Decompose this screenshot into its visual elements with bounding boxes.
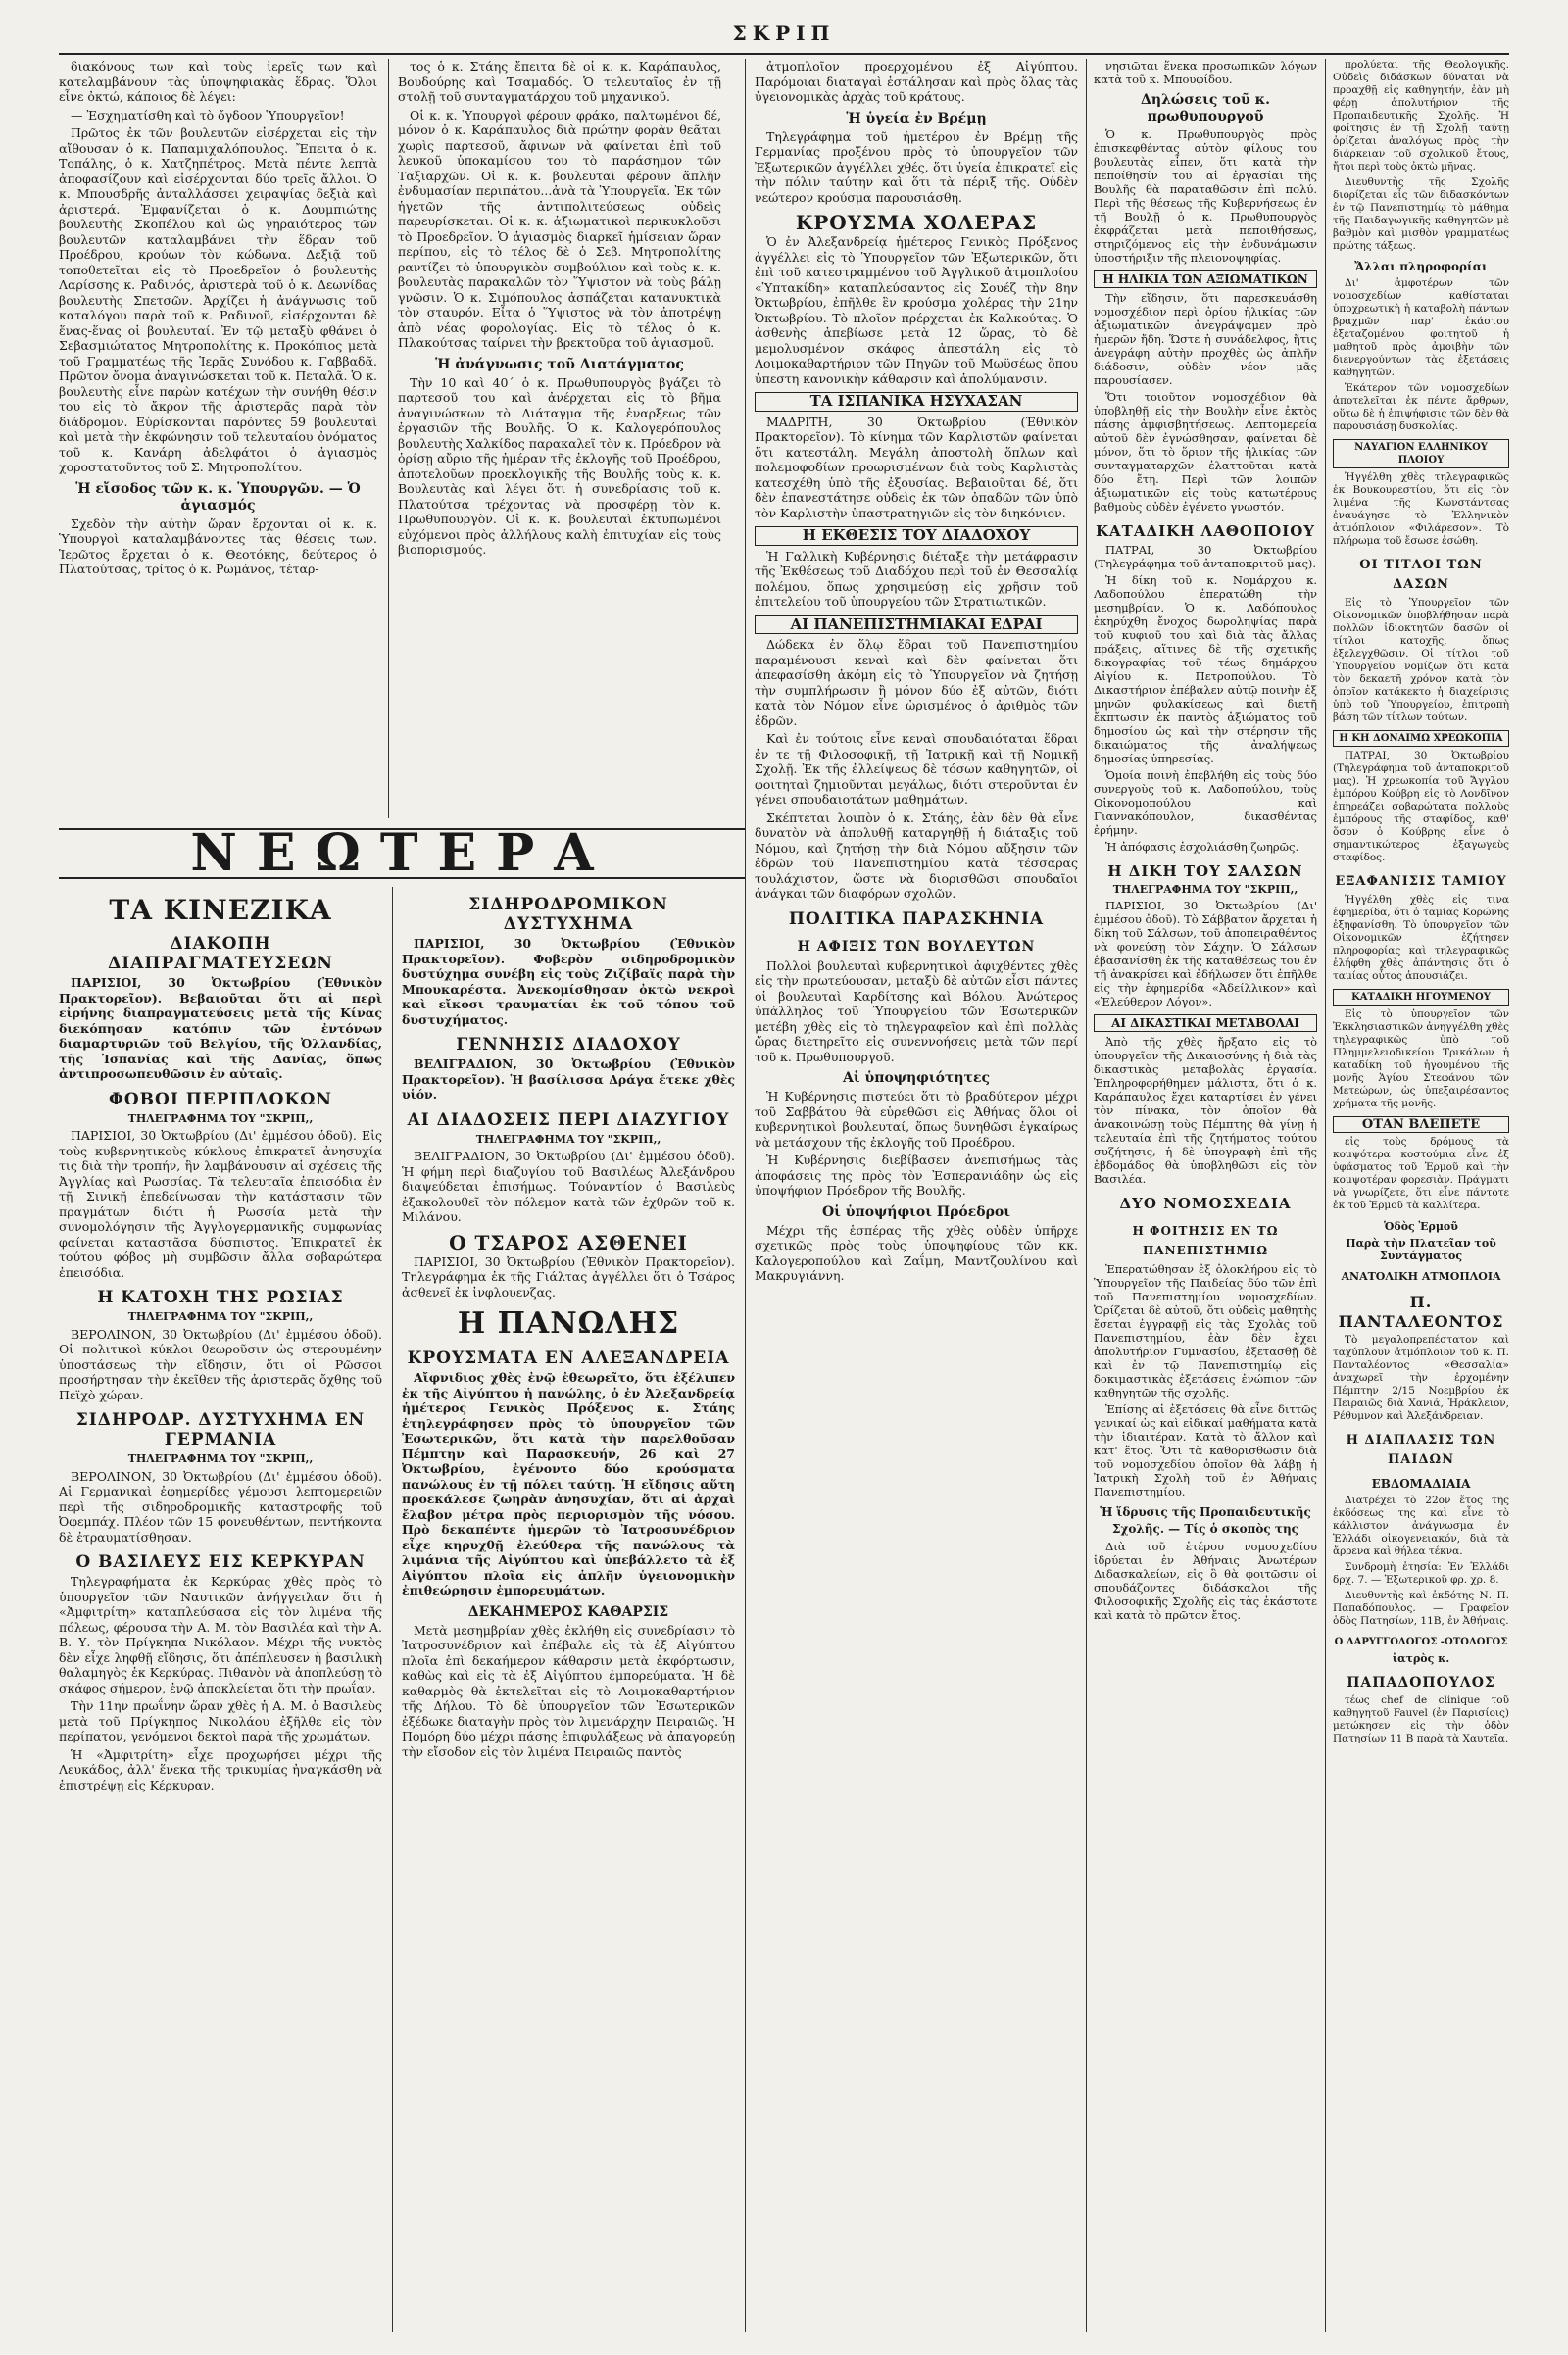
boxed-headline: ΤΑ ΙΣΠΑΝΙΚΑ ΗΣΥΧΑΣΑΝ [755,392,1078,412]
boxed-headline: Η ΚΗ ΔΟΝΑΙΜΩ ΧΡΕΩΚΟΠΙΑ [1333,730,1509,747]
paragraph: τος ὁ κ. Στάης ἔπειτα δὲ οἱ κ. κ. Καράπαυλος, Βουδούρης καὶ Τσαμαδός. Ὁ τελευταῖος ἐν τῇ στολῇ τοῦ συνταγματάρχου τοῦ μηχανικοῦ. [398,59,721,104]
headline: Η ΑΦΙΞΙΣ ΤΩΝ ΒΟΥΛΕΥΤΩΝ [797,938,1036,955]
paragraph: Καὶ ἐν τούτοις εἶνε κεναὶ σπουδαιόταται ἕδραι ἐν τε τῇ Φιλοσοφικῇ, τῇ Ἰατρικῇ καὶ τῇ Νομικῇ Σχολῇ. Ἐκ τῆς ἐλλείψεως δὲ τόσων καθηγητῶν, οἱ φοιτηταὶ ζημιοῦνται μεγάλως, διότι στεροῦνται ἐν γένει σπουδαιοτάτων μαθημάτων. [755,731,1078,807]
paragraph: Διευθυντὴς καὶ ἐκδότης Ν. Π. Παπαδόπουλος. — Γραφεῖον ὁδὸς Πατησίων, 11Β, ἐν Ἀθήναις. [1333,1590,1509,1627]
paragraph: Δι' ἀμφοτέρων τῶν νομοσχεδίων καθίσταται ὑποχρεωτικὴ ἡ καταβολὴ πάντων βραχμῶν παρ' ἑκάστου ἐξεταζομένου φοιτητοῦ ἡ μαθητοῦ πρὸς ἀμοιβὴν τῶν διενεργούντων τὰς ἐξετάσεις καθηγητῶν. [1333,277,1509,378]
boxed-headline: ΑΙ ΔΙΚΑΣΤΙΚΑΙ ΜΕΤΑΒΟΛΑΙ [1094,1014,1317,1032]
news-banner: ΝΕΩΤΕΡΑ [59,828,745,879]
paragraph: Ἐπίσης αἱ ἐξετάσεις θὰ εἶνε διττῶς γενικαί ὡς καὶ εἰδικαί μαθήματα κατὰ τὴν ἰδιαιτέραν. Κατὰ τὸ ἄλλον καὶ κατ' ἔτος. Ὅτι τὰ καθορισθῶσιν διὰ τοῦ νομοσχεδίου ὁποῖον θὰ λάβῃ ἡ Ἰατρικὴ Σχολὴ τοῦ ἐν Ἀθήναις Πανεπιστημίου. [1094,1402,1317,1498]
column-lower-middle [402,887,735,2332]
paragraph: Διευθυντὴς τῆς Σχολῆς διορίζεται εἷς τῶν διδασκόντων ἐν τῷ Πανεπιστημίῳ τὸ μάθημα τῆς Παιδαγωγικῆς καθηγητῶν μὲ βαθμὸν καὶ μισθὸν γραμματέως πρώτης τάξεως. [1333,176,1509,252]
masthead-title: ΣΚΡΙΠ [732,22,836,45]
paragraph: Ὁμοία ποινὴ ἐπεβλήθη εἰς τοὺς δύο συνεργοὺς τοῦ κ. Λαδοπούλου, τοὺς Οἰκονομοπούλου καὶ Γιαννακόπουλον, δικασθέντας ἐρήμην. [1094,768,1317,837]
ad-headline: Ο ΛΑΡΥΓΓΟΛΟΓΟΣ -ΩΤΟΛΟΓΟΣ [1334,1637,1508,1647]
headline: Η ΦΟΙΤΗΣΙΣ ΕΝ ΤΩ ΠΑΝΕΠΙΣΤΗΜΙΩ [1132,1224,1279,1257]
paragraph: ΠΑΡΙΣΙΟΙ, 30 Ὀκτωβρίου (Ἐθνικὸν Πρακτορεῖον). Βεβαιοῦται ὅτι αἱ περὶ εἰρήνης διαπραγματεύσεις μετὰ τῆς Κίνας διεκόπησαν κατόπιν τῶν ἐντόνων διαμαρτυριῶν τοῦ Βελγίου, τῆς Ὀλλανδίας, τῆς Ἰσπανίας καὶ τῆς Δανίας, ὅπως ἀντιπροσωπευθῶσιν ἐν αὐταῖς. [59,975,382,1081]
headline: ΓΕΝΝΗΣΙΣ ΔΙΑΔΟΧΟΥ [456,1035,681,1055]
paragraph: εἰς τοὺς δρόμους τὰ κομψότερα κοστούμια εἶνε ἐξ ὑφάσματος τοῦ Ἑρμοῦ καὶ τὴν κομψοτέραν φορεσιὰν. Πράγματι νὰ γνωρίζετε, ὅτι εἶνε πάντοτε ἐκ τοῦ Ἑρμοῦ τὰ καλλίτερα. [1333,1136,1509,1211]
headline: Ο ΤΣΑΡΟΣ ΑΣΘΕΝΕΙ [449,1230,688,1254]
masthead [59,20,1509,55]
section-heading: Ἡ ἀνάγνωσις τοῦ Διατάγματος [435,356,684,372]
headline: ΚΡΟΥΣΜΑΤΑ ΕΝ ΑΛΕΞΑΝΔΡΕΙΑ [407,1349,730,1368]
paragraph: ΒΕΛΙΓΡΑΔΙΟΝ, 30 Ὀκτωβρίου (Ἐθνικὸν Πρακτορεῖον). Ἡ βασίλισσα Δράγα ἔτεκε χθὲς υἱόν. [402,1056,735,1102]
newspaper-page [59,20,1509,2342]
paragraph: Τηλεγραφήματα ἐκ Κερκύρας χθὲς πρὸς τὸ ὑπουργεῖον τῶν Ναυτικῶν ἀνήγγειλαν ὅτι ἡ «Ἀμφιτρίτη» καταπλεύσασα εἰς τὸν λιμένα τῆς πόλεως, φέρουσα τὴν Α. Μ. τὸν Βασιλέα καὶ τὴν Α. Β. Υ. τὸν Πρίγκηπα Νικόλαον. Μέχρι τῆς νυκτὸς δὲν εἶχε ληφθῇ εἴδησις, ὅτι ἀπέπλευσεν ἡ βασιλικὴ θαλαμηγὸς ἐκ Κερκύρας. Πιθανὸν νὰ ἀποπλεύσῃ τὸ σκάφος σήμερον, ἐνῷ ἀποκλείεται ὅτι τὴν πρωΐαν. [59,1574,382,1695]
headline: ΔΕΚΑΗΜΕΡΟΣ ΚΑΘΑΡΣΙΣ [467,1603,669,1620]
byline: ΤΗΛΕΓΡΑΦΗΜΑ ΤΟΥ "ΣΚΡΙΠ,, [1112,883,1298,896]
boxed-headline: ΝΑΥΑΓΙΟΝ ΕΛΛΗΝΙΚΟΥ ΠΛΟΙΟΥ [1333,439,1509,468]
paragraph: Ὁ κ. Πρωθυπουργὸς πρὸς ἐπισκεφθέντας αὐτὸν φίλους του βουλευτὰς εἶπεν, ὅτι κατὰ τὴν πεποίθησίν του αἱ ἐργασίαι τῆς Βουλῆς θὰ παραταθῶσιν ἐπὶ πολύ. Περὶ τῆς θέσεως τῆς Κυβερνήσεως ἐν τῇ Βουλῇ ὁ κ. Πρωθυπουργὸς ἐκφράζεται μετὰ πεποιθήσεως, στηριζόμενος εἰς τὴν ἐνδυνάμωσιν ὑποστήριξιν τῆς πλειονοψηφίας. [1094,127,1317,265]
headline: Η ΚΑΤΟΧΗ ΤΗΣ ΡΩΣΙΑΣ [97,1288,344,1307]
section-heading: Αἱ ὑποψηφιότητες [842,1070,990,1086]
column-2 [398,59,721,813]
paragraph: ΠΑΤΡΑΙ, 30 Ὀκτωβρίου (Τηλεγράφημα τοῦ ἀνταποκριτοῦ μας). Ἡ χρεωκοπία τοῦ Ἄγγλου ἐμπόρου Κούβρη εἰς τὸ Λονδῖνον ἐπηρεάζει σοβαρώτατα πολλοὺς ἐμπόρους τῆς σταφίδος, καθ' ὅσον ὁ Κούβρης εἶνε ὁ σημαντικώτερος ἐξαγωγεὺς σταφίδος. [1333,750,1509,863]
boxed-headline: ΟΤΑΝ ΒΛΕΠΕΤΕ [1333,1116,1509,1133]
column-lower-left [59,887,382,2332]
section-heading: Ἡ ἵδρυσις τῆς Προπαιδευτικῆς Σχολῆς. — Τίς ὁ σκοπὸς της [1100,1505,1311,1536]
paragraph: Οἱ κ. κ. Ὑπουργοὶ φέρουν φράκο, παλτωμένοι δέ, μόνον ὁ κ. Καράπαυλος διὰ πρώτην φορὰν θεᾶται χωρὶς παρτεσοῦ, ἄφινων νὰ φαίνεται ἐπὶ τοῦ λευκοῦ ὑποκαμίσου του τὸ παράσημον τῶν Ταξιαρχῶν. Οἱ κ. κ. βουλευταὶ φέρουν ἄπλῆν ἐνδυμασίαν περιπάτου...ἀνὰ τὰ Ὑπουργεῖα. Ἐκ τῶν ἡγετῶν τῆς ἀντιπολιτεύσεως οὐδεὶς παρευρίσκεται. Οἱ κ. κ. ἀξιωματικοὶ περικυκλοῦσι τὸ Προεδρεῖον. Ὁ ἁγιασμὸς διαρκεῖ ἡμίσειαν ὥραν περίπου, εἰς τὸ τέλος δὲ ὁ Σεβ. Μητροπολίτης ραντίζει τὸ ὑπουργικὸν συμβούλιον καὶ τοὺς κ. κ. βουλευτὰς παρακαλῶν τὸν Ὕψιστον νὰ τοὺς βάλῃ γνῶσιν. Ὁ κ. Σιμόπουλος ἀσπάζεται κατανυκτικὰ τὸν σταυρόν. Εἶτα ὁ Ὕψιστος νὰ τὸν ἀποτρέψῃ ἀπὸ νέας φορολογίας. Εἰς τὸ τέλος ὁ κ. Πλακούτσας ταίρνει τὴν βρεκτοῦρα τοῦ ἁγιασμοῦ. [398,107,721,350]
paragraph: προλύεται τῆς Θεολογικῆς. Οὐδεὶς διδάσκων δύναται νὰ προαχθῇ εἰς καθηγητήν, ἐὰν μὴ φέρῃ ἀπολυτήριον τῆς Προπαιδευτικῆς Σχολῆς. Ἡ φοίτησις ἐν τῇ Σχολῇ ταύτῃ ὀρίζεται ἀναλόγως πρὸς τὴν διάρκειαν τοῦ σχολικοῦ ἔτους, ἤτοι περὶ τοὺς ὀκτὼ μῆνας. [1333,59,1509,172]
section-heading: Οἱ ὑποψήφιοι Πρόεδροι [821,1203,1011,1220]
paragraph: — Ἐσχηματίσθη καὶ τὸ ὄγδοον Ὑπουργεῖον! [71,107,345,123]
paragraph: Ἠγγέλθη χθὲς εἰς τινα ἐφημερίδα, ὅτι ὁ ταμίας Κορώνης ἐξηφανίσθη. Τὸ ὑπουργεῖον τῶν Οἰκονομικῶν ἐζήτησεν πληροφορίας καὶ τηλεγραφικῶς ἐλήφθη χθὲς ἀπάντησις ὅτι ὁ ταμίας οὗτος ἀπουσιάζει. [1333,894,1509,982]
paragraph: Ἐπερατώθησαν ἐξ ὁλοκλήρου εἰς τὸ Ὑπουργεῖον τῆς Παιδείας δύο τῶν ἐπὶ τοῦ Πανεπιστημίου νομοσχεδίων. Ὁρίζεται δὲ αὐτοῦ, ὅτι οὐδεὶς μαθητὴς ἔσεται ἐγγραφῇ εἰς τὰς Σχολὰς τοῦ Πανεπιστημίου, ἐὰν δὲν ἔχει ἀπολυτήριον Γυμνασίου, ἐξετασθῇ δὲ καὶ ἐν τῷ Πανεπιστημίῳ εἰς δοκιμαστικὰς ἐξετάσεις ἐνώπιον τῶν καθηγητῶν τῆς σχολῆς. [1094,1262,1317,1399]
paragraph: Τὴν 11ην πρωΐνην ὥραν χθὲς ἡ Α. Μ. ὁ Βασιλεὺς μετὰ τοῦ Πρίγκηπος Νικολάου ἐξῆλθε εἰς τὸν περίπατον, γενόμενοι δεκτοὶ παρὰ τῆς χρωμάτων. [59,1698,382,1743]
section-heading: Ἡ ὑγεία ἐν Βρέμῃ [846,110,987,126]
paragraph: Εἰς τὸ ὑπουργεῖον τῶν Ἐκκλησιαστικῶν ἀνηγγέλθη χθὲς τηλεγραφικῶς ὑπὸ τοῦ Πλημμελειοδικείου Τρικάλων ἡ καταδίκη τοῦ ἡγουμένου τῆς μονῆς Ἁγίου Στεφάνου τῶν Μετεώρων, ὡς ὑπεξαιρέσαντος χρήματα τῆς μονῆς. [1333,1008,1509,1109]
paragraph: ΒΕΡΟΛΙΝΟΝ, 30 Ὀκτωβρίου (Δι' ἐμμέσου ὁδοῦ). Αἱ Γερμανικαὶ ἐφημερίδες γέμουσι λεπτομερειῶν περὶ τῆς σιδηροδρομικῆς καταστροφῆς τοῦ Ὀφεμπάχ. Πλέον τῶν 15 φονευθέντων, πεντήκοντα δὲ ἐτραυματίσθησαν. [59,1468,382,1545]
paragraph: νησιῶται ἕνεκα προσωπικῶν λόγων κατὰ τοῦ κ. Μπουφίδου. [1094,59,1317,86]
column-rule [1325,59,1326,2332]
paragraph: Πολλοὶ βουλευταὶ κυβερνητικοὶ ἀφιχθέντες χθὲς εἰς τὴν πρωτεύουσαν, μεταξὺ δὲ αὐτῶν εἶσι πάντες οἱ βουλευταὶ Καρδίτσης καὶ Βόλου. Ἀνώτερος ὑπάλληλος τοῦ Ὑπουργείου τῶν Ἐσωτερικῶν μετέβη χθὲς εἰς τὸ τηλεγραφεῖον καὶ ἐπὶ πολλὰς ὥρας διετηρεῖτο εἰς συνεννοήσεις μετὰ τῶν περί τοῦ κ. Πρωθυπουργοῦ. [755,957,1078,1064]
headline: ΕΞΑΦΑΝΙΣΙΣ ΤΑΜΙΟΥ [1335,874,1507,889]
byline: ΤΗΛΕΓΡΑΦΗΜΑ ΤΟΥ "ΣΚΡΙΠ,, [127,1310,314,1323]
column-rule [388,59,389,818]
column-1 [59,59,377,813]
ad-line: ἰατρὸς κ. [1392,1652,1450,1665]
paragraph: Ἡ «Ἀμφιτρίτη» εἶχε προχωρήσει μέχρι τῆς Λευκάδος, ἀλλ' ἕνεκα τῆς τρικυμίας ἠναγκάσθη νὰ ἐπιστρέψῃ εἰς Κέρκυραν. [59,1746,382,1792]
paragraph: Μετὰ μεσημβρίαν χθὲς ἐκλήθη εἰς συνεδρίασιν τὸ Ἰατροσυνέδριον καὶ ἐπέβαλε εἰς τὰ ἐξ Αἰγύπτου πλοῖα ἐπὶ δεκαήμερον κάθαρσιν μετὰ ἐκφόρτωσιν, καθὼς καὶ εἰς τὰ ἐξ Αἰγύπτου ἐμπορεύματα. Ἡ δὲ καθαρμὸς θὰ ἐκτελεῖται εἰς τὸ Λοιμοκαθαρτήριον τῆς Δήλου. Τὸ δὲ ὑπουργεῖον τῶν Ἐσωτερικῶν ἐξέδωκε διαταγὴν πρὸς τὸν λιμενάρχην Πειραιῶς. Ἡ Πομόρη δύο μέχρι πάσης ἐπιφυλάξεως νὰ ἀπαγορεύῃ τὴν εἴσοδον εἰς τὸν λιμένα Πειραιῶς παντὸς [402,1622,735,1759]
paragraph: Αἴφνιδιος χθὲς ἐνῷ ἐθεωρεῖτο, ὅτι ἐξέλιπεν ἐκ τῆς Αἰγύπτου ἡ πανώλης, ὁ ἐν Ἀλεξανδρείᾳ ἡμέτερος Γενικὸς Πρόξενος κ. Στάης ἐτηλεγράφησεν πρὸς τὸ ὑπουργεῖον τῶν Ἐσωτερικῶν, ὅτι κατὰ τὴν παρελθοῦσαν Πέμπτην καὶ Παρασκευήν, 26 καὶ 27 Ὀκτωβρίου, ἐγένοντο δύο κρούσματα πανώλους ἐν τῇ πόλει ταύτῃ. Ἡ εἴδησις αὕτη προεκάλεσε ζωηρὰν ἀνησυχίαν, ὅτι αἱ ἀρχαὶ ἔλαβον μέτρα πρὸς περιορισμὸν τῆς νόσου. Πρὸ δεκαπέντε ἡμερῶν τὸ Ἰατροσυνέδριον εἶχε κηρυχθῇ ἐλεύθερα τῆς πανώλους τὰ λιμάνια τῆς Αἰγύπτου καὶ ὑπεβάλλετο τὰ ἐξ Αἰγύπτου πλοῖα εἰς ἁπλῆν ὑγειονομικὴν ἐπιθεώρησιν ἐμπορευμάτων. [402,1370,735,1597]
paragraph: Συνδρομὴ ἐτησία: Ἐν Ἑλλάδι δρχ. 7. — Ἐξωτερικοῦ φρ. χρ. 8. [1333,1561,1509,1586]
paragraph: Τὴν εἴδησιν, ὅτι παρεσκευάσθη νομοσχέδιον περὶ ὁρίου ἡλικίας τῶν ἀξιωματικῶν ἀνεγράψαμεν πρὸ ἡμερῶν ἤδη. Ὥστε ἡ συνάδελφος, ἥτις ἀνεγράφη αὐτὴν προχθὲς ὡς ἀπλῆν διάδοσιν, οὐδὲν νέον μᾶς παρουσίασεν. [1094,291,1317,387]
headline: ΔΥΟ ΝΟΜΟΣΧΕΔΙΑ [1119,1195,1292,1212]
headline: ΣΙΔΗΡΟΔΡΟΜΙΚΟΝ ΔΥΣΤΥΧΗΜΑ [468,895,668,934]
paragraph: Διατρέχει τὸ 22ον ἔτος τῆς ἐκδόσεως της καὶ εἶνε τὸ κάλλιστον ἀνάγνωσμα ἐν Ἑλλάδι οἰκογενειακόν, διὰ τὰ ἄρρενα καὶ θήλεα τέκνα. [1333,1495,1509,1557]
paragraph: ΠΑΡΙΣΙΟΙ, 30 Ὀκτωβρίου (Δι' ἐμμέσου ὁδοῦ). Εἰς τοὺς κυβερνητικοὺς κύκλους ἐπικρατεῖ ἀνησυχία τις διὰ τὴν τροπήν, ἣν λαμβάνουσιν αἱ σχέσεις τῆς Ἀγγλίας καὶ Ρωσσίας. Τὰ τελευταῖα ἐπεισόδια ἐν τῇ Σινικῇ ἐπεδείνωσαν τὴν κατάστασιν τῶν πραγμάτων διότι ἡ Ρωσσία μετὰ τὴν συνομολόγησιν τῆς Ἀγγλογερμανικῆς συμφωνίας φαίνεται καταστᾶσα δύσπιστος. Ἐπικρατεῖ ἐκ τούτου φόβος μὴ συμβῶσιν ἄλλα σοβαρώτερα ἐπεισόδια. [59,1128,382,1280]
paragraph: Σκέπτεται λοιπὸν ὁ κ. Στάης, ἐὰν δὲν θὰ εἶνε δυνατὸν νὰ ἀπολυθῇ καταργηθῇ ἡ διάταξις τοῦ Νόμου, καὶ ζητήσῃ τὴν διὰ Νόμου αὔξησιν τῶν ἑδρῶν τοῦ Πανεπιστημίου κατὰ τέσσαρας τουλάχιστον, ὥστε νὰ διορισθῶσι σπουδαῖοι ἀνάγκαι τῶν διαφόρων σχολῶν. [755,810,1078,901]
headline: ΟΙ ΤΙΤΛΟΙ ΤΩΝ ΔΑΣΩΝ [1359,558,1483,592]
headline: ΦΟΒΟΙ ΠΕΡΙΠΛΟΚΩΝ [109,1089,332,1109]
headline: ΚΡΟΥΣΜΑ ΧΟΛΕΡΑΣ [795,211,1038,234]
headline: ΣΙΔΗΡΟΔΡ. ΔΥΣΤΥΧΗΜΑ ΕΝ ΓΕΡΜΑΝΙΑ [75,1410,366,1449]
paragraph: Ἀπὸ τῆς χθὲς ἤρξατο εἰς τὸ ὑπουργεῖον τῆς Δικαιοσύνης ἡ διὰ τὰς δικαστικὰς μεταβολὰς ἐργασία. Ἐπληροφορήθημεν μάλιστα, ὅτι ὁ κ. Καράπαυλος ἔχει καταρτίσει ἐν γένει τὸν πίνακα, τὸν ὁποῖον θὰ ἀνακοινώσῃ τοὺς Πέμπτης θὰ γίνῃ ἡ τελευταία ἐπὶ τῆς ζητήματος τούτου συζήτησις, ἡ δὲ ὑπογραφὴ ἐπὶ τῆς ἑβδομάδος θὰ ὑποβληθῶσι εἰς τὸν Βασιλέα. [1094,1035,1317,1186]
paragraph: Ἡ Κυβέρνησις πιστεύει ὅτι τὸ βραδύτερον μέχρι τοῦ Σαββάτου θὰ εὑρεθῶσι εἰς Ἀθήνας ὅλοι οἱ κυβερνητικοὶ βουλευταί, ὅπως δυνηθῶσι ἐγκαίρως νὰ μετάσχουν τῆς ἐκλογῆς τοῦ Προέδρου. [755,1089,1078,1150]
paragraph: ΠΑΤΡΑΙ, 30 Ὀκτωβρίου (Τηλεγράφημα τοῦ ἀνταποκριτοῦ μας). [1094,543,1317,570]
headline: ΤΑ ΚΙΝΕΖΙΚΑ [109,894,332,926]
section-heading: Ἡ εἴσοδος τῶν κ. κ. Ὑπουργῶν. — Ὁ ἁγιασμός [75,480,361,514]
boxed-headline: ΑΙ ΠΑΝΕΠΙΣΤΗΜΙΑΚΑΙ ΕΔΡΑΙ [755,615,1078,635]
headline: ΠΟΛΙΤΙΚΑ ΠΑΡΑΣΚΗΝΙΑ [788,908,1045,929]
paragraph: ΠΑΡΙΣΙΟΙ, 30 Ὀκτωβρίου (Ἐθνικὸν Πρακτορεῖον). Φοβερὸν σιδηροδρομικὸν δυστύχημα συνέβη εἰς τοὺς Ζιζίβαϊς παρὰ τὴν Μπουκαρέστα. Ἀνεκομίσθησαν ὀκτὼ νεκροὶ καὶ εἴκοσι τραυματίαι ἐκ τοῦ τόπου τοῦ δυστυχήματος. [402,936,735,1027]
headline: Ο ΒΑΣΙΛΕΥΣ ΕΙΣ ΚΕΡΚΥΡΑΝ [75,1552,366,1572]
paragraph: Διὰ τοῦ ἑτέρου νομοσχεδίου ἱδρύεται ἐν Ἀθήναις Ἀνωτέρων Διδασκαλείων, εἰς ὃ θὰ φοιτῶσιν οἱ σπουδάζοντες διδάσκαλοι τῆς Φιλοσοφικῆς Σχολῆς εἰς τὰς ἑκάστοτε καὶ κατὰ τὸ πρῶτον ἔτος. [1094,1540,1317,1622]
byline: ΤΗΛΕΓΡΑΦΗΜΑ ΤΟΥ "ΣΚΡΙΠ,, [127,1452,314,1465]
column-5 [1333,59,1509,2332]
headline: ΔΙΑΚΟΠΗ ΔΙΑΠΡΑΓΜΑΤΕΥΣΕΩΝ [108,934,333,973]
section-heading: Δηλώσεις τοῦ κ. πρωθυπουργοῦ [1141,92,1270,124]
ad-headline: ΕΒΔΟΜΑΔΙΑΙΑ [1371,1477,1471,1491]
paragraph: τέως chef de clinique τοῦ καθηγητοῦ Fauvel (ἐν Παρισίοις) μετώκησεν εἰς τὴν ὁδὸν Πατησίων 11 Β παρὰ τὰ Χαυτεῖα. [1333,1694,1509,1744]
paragraph: Εἰς τὸ Ὑπουργεῖον τῶν Οἰκονομικῶν ὑποβλήθησαν παρὰ πολλῶν ἰδιοκτητῶν δασῶν οἱ τίτλοι κατοχῆς, ὅπως ἐξελεγχθῶσιν. Οἱ τίτλοι τοῦ Ὑπουργείου νομίζων ὅτι κατὰ τὸν δεκαετῆ χρόνον κατὰ τὸν ὁποῖον κατάκεκτο ἡ διαχείρισις ὑπὸ τοῦ Ὑπουργείου, ἐπιτροπὴ βάση τῶν τίτλων τούτων. [1333,597,1509,723]
ad-line: Ὁδὸς Ἑρμοῦ [1384,1220,1458,1233]
paragraph: Σχεδὸν τὴν αὐτὴν ὥραν ἔρχονται οἱ κ. κ. Ὑπουργοὶ καταλαμβάνοντες τὰς θέσεις των. Ἱερῶτος ἔρχεται ὁ κ. Θεοτόκης, δεύτερος ὁ Πλατούτσας, τρίτος ὁ κ. Ρωμάνος, τέταρ- [59,515,377,576]
paragraph: Τὸ μεγαλοπρεπέστατον καὶ ταχύπλουν ἀτμόπλοιον τοῦ κ. Π. Πανταλέοντος «Θεσσαλία» ἀναχωρεῖ τὴν ἐρχομένην Πέμπτην 2/15 Νοεμβρίου ἐκ Πειραιῶς διὰ Χανιά, Ἡράκλειον, Ρέθυμνον καὶ Ἀλεξάνδρειαν. [1333,1334,1509,1422]
paragraph: Ὅτι τοιοῦτον νομοσχέδιον θὰ ὑποβληθῇ εἰς τὴν Βουλὴν εἶνε ἐκτὸς πάσης ἀμφισβητήσεως. Λεπτομερεία αὐτοῦ δὲν ἐγνώσθησαν, φαίνεται δὲ μόνον, ὅτι τὸ ὅριον τῆς ἡλικίας τῶν συνταγματαρχῶν ἐλαττοῦται κατὰ δύο ἔτη. Περὶ τῶν λοιπῶν ἀξιωματικῶν εἰς τοὺς κατωτέρους βαθμοὺς οὐδὲν ἐγένετο γνωστόν. [1094,390,1317,514]
headline: ΑΙ ΔΙΑΔΟΣΕΙΣ ΠΕΡΙ ΔΙΑΖΥΓΙΟΥ [407,1109,730,1130]
column-3 [755,59,1078,2332]
boxed-headline: ΚΑΤΑΔΙΚΗ ΗΓΟΥΜΕΝΟΥ [1333,989,1509,1006]
headline: Η ΠΑΝΩΛΗΣ [457,1306,680,1341]
paragraph: ἀτμοπλοῖον προερχομένου ἐξ Αἰγύπτου. Παρόμοιαι διαταγαὶ ἐστάλησαν καὶ πρὸς ὅλας τὰς ὑγειονομικὰς ἀρχὰς τοῦ κράτους. [755,59,1078,104]
paragraph: Τηλεγράφημα τοῦ ἡμετέρου ἐν Βρέμῃ τῆς Γερμανίας προξένου πρὸς τὸ ὑπουργεῖον τῶν Ἐξωτερικῶν ἀγγέλλει χθές, ὅτι ὑγεία ἐπικρατεῖ εἰς τὴν πόλιν ταύτην καὶ ὅτι τὰ πέριξ τῆς. Οὐδὲν νεώτερον κρούσμα παρουσιάσθη. [755,128,1078,205]
paragraph: ΜΑΔΡΙΤΗ, 30 Ὀκτωβρίου (Ἐθνικὸν Πρακτορεῖον). Τὸ κίνημα τῶν Καρλιστῶν φαίνεται ὅτι κατεστάλη. Μεγάλη ἀποστολὴ ὅπλων καὶ πολεμοφοδίων προωρισμένων διὰ τοὺς Καρλιστὰς κατεσχέθη ὑπὸ τῆς ἐξουσίας. Βεβαιοῦται δέ, ὅτι δὲν ἐπανεστάτησε οὐδεὶς ἐκ τῶν ὀπαδῶν τῶν ὑπὸ τὸν Καρλιστὴν ὑπαστρατηγιῶν εἰς τὸν διηκόνιον. [755,414,1078,520]
paragraph: ΒΕΛΙΓΡΑΔΙΟΝ, 30 Ὀκτωβρίου (Δι' ἐμμέσου ὁδοῦ). Ἡ φήμη περὶ διαζυγίου τοῦ Βασιλέως Ἀλεξάνδρου διαψεύδεται ἐπισήμως. Τούναντίον ὁ Βασιλεὺς ἐξακολουθεῖ τὸν πόλεμον κατὰ τῶν ἐχθρῶν τοῦ κ. Μιλάνου. [402,1149,735,1224]
paragraph: Μέχρι τῆς ἑσπέρας τῆς χθὲς οὐδὲν ὑπῆρχε σχετικῶς πρὸς τοὺς ὑποψηφίους τῶν κκ. Καλογεροπούλου καὶ Ζαΐμη, Μαντζουλίνου καὶ Μακρυγιάννη. [755,1222,1078,1283]
headline: Η ΔΙΚΗ ΤΟΥ ΣΑΛΣΩΝ [1107,862,1303,880]
paragraph: ΒΕΡΟΛΙΝΟΝ, 30 Ὀκτωβρίου (Δι' ἐμμέσου ὁδοῦ). Οἱ πολιτικοὶ κύκλοι θεωροῦσιν ὡς στερουμένην ὑποστάσεως τὴν εἴδησιν, ὅτι οἱ Ρῶσσοι προσήρτησαν τὴν ἐκεῖθεν τῆς ἀριστερᾶς ὄχθης τοῦ Πεϊχὸ χώραν. [59,1326,382,1402]
paragraph: Ἡ Γαλλικὴ Κυβέρνησις διέταξε τὴν μετάφρασιν τῆς Ἐκθέσεως τοῦ Διαδόχου περὶ τοῦ ἐν Θεσσαλίᾳ πολέμου, ὅπως χρησιμεύσῃ εἰς χρῆσιν τοῦ ἐπιτελείου τοῦ ὑπουργείου τῶν Στρατιωτικῶν. [755,548,1078,609]
paragraph: Ἡ Κυβέρνησις διεβίβασεν ἀνεπισήμως τὰς ἀποφάσεις της πρὸς τὸν Ἐσπερανιάδην ὡς εἰς ὑποψήφιον Πρόεδρον τῆς Βουλῆς. [755,1153,1078,1198]
byline: ΤΗΛΕΓΡΑΦΗΜΑ ΤΟΥ "ΣΚΡΙΠ,, [475,1132,662,1146]
column-4 [1094,59,1317,2332]
paragraph: Τὴν 10 καὶ 40΄ ὁ κ. Πρωθυπουργὸς βγάζει τὸ παρτεσοῦ του καὶ ἀνέρχεται εἰς τὸ βῆμα ἀναγινώσκων τὸ Διάταγμα τῆς ἐναρξεως τῶν ἐργασιῶν τῆς Βουλῆς. Ὁ κ. Καλογερόπουλος βουλευτὴς Χαλκίδος παρακαλεῖ τὸν κ. Πρόεδρον νὰ ὁρίσῃ αὔριο τῆς ἡμέραν τῆς ἐκλογῆς τοῦ Προέδρου, ἀποτελοῦων προεκλογικῆς τῆς Βουλῆς τοὺς κ. κ. Βουλευτὰς καὶ λέγει ὅτι ἡ συνεδρίασις τοῦ κ. Πλατούτσα τρέχοντας νὰ προσφέρῃ τὸν κ. Πρωθυπουργὸν. Οἱ κ. κ. βουλευταὶ ἐκτυπωμένοι εὐχόμενοι πρὸς ἀλλήλους καλὴ ἐπιτυχίαν εἰς τοὺς βιοπορισμούς. [398,374,721,557]
paragraph: Ὁ ἐν Ἀλεξανδρείᾳ ἡμέτερος Γενικὸς Πρόξενος ἀγγέλλει εἰς τὸ Ὑπουργεῖον τῶν Ἐξωτερικῶν, ὅτι ἐπὶ τοῦ κατεστραμμένου τοῦ Ἀγγλικοῦ ἀτμοπλοίου «Ὑπτακίδη» καταπλεύσαντος εἰς Σουέζ τὴν 8ην Ὀκτωβρίου, ἐπῆλθε ἓν κρούσμα χολέρας τὴν 21ην Ὀκτωβρίου. Τὸ πλοῖον πρέρχεται ἐκ Καλκούτας. Ὁ ἀσθενὴς ἀπεβίωσε μετὰ 12 ὥρας, τὸ δὲ μεμολυσμένον σκάφος ἀπεστάλη εἰς τὸ Λοιμοκαθαρτήριον τῶν Πηγῶν τοῦ Μωϋσέως ὅπου ὑπεστη κανονικὴν κάθαρσιν καὶ ἀπολύμανσιν. [755,234,1078,386]
ad-headline: Π. ΠΑΝΤΑΛΕΟΝΤΟΣ [1338,1293,1504,1331]
ad-headline: Η ΔΙΑΠΛΑΣΙΣ ΤΩΝ ΠΑΙΔΩΝ [1346,1433,1496,1467]
paragraph: Ἑκάτερον τῶν νομοσχεδίων ἀποτελεῖται ἐκ πέντε ἄρθρων, οὕτω δὲ ἡ ἐπιψήφισις τῶν δὲν θὰ παρουσιάσῃ δυσκολίας. [1333,382,1509,432]
paragraph: Ἡ ἀπόφασις ἐσχολιάσθη ζωηρῶς. [1105,840,1299,854]
boxed-headline: Η ΕΚΘΕΣΙΣ ΤΟΥ ΔΙΑΔΟΧΟΥ [755,526,1078,546]
ad-headline: ΑΝΑΤΟΛΙΚΗ ΑΤΜΟΠΛΟΙΑ [1341,1270,1501,1283]
boxed-headline: Η ΗΛΙΚΙΑ ΤΩΝ ΑΞΙΩΜΑΤΙΚΩΝ [1094,270,1317,288]
column-rule [1086,59,1087,2332]
column-rule [392,887,393,2332]
paragraph: Πρῶτος ἐκ τῶν βουλευτῶν εἰσέρχεται εἰς τὴν αἴθουσαν ὁ κ. Παπαμιχαλόπουλος. Ἔπειτα ὁ κ. Τοπάλης, ὁ κ. Χατζηπέτρος. Μετὰ πέντε λεπτὰ ἀποφασίζουν καὶ εἰσέρχονται δύο τρεῖς ἄλλοι. Ὁ κ. Μπουσδρῆς ἀνταλλάσσει χειραψίας δεξιὰ καὶ ἀριστερά. Ἐμφανίζεται ὁ κ. Δουμπιώτης βουλευτὴς Σκοπέλου καὶ ὡς γηραιότερος τῶν βουλευτῶν καταλαμβάνει τὴν ἕδραν τοῦ Προέδρου, κρούων τὸν κώδωνα. Δεξιᾷ τοῦ τοποθετεῖται εἰς τὸ Προεδρεῖον ὁ βουλευτὴς Λαρίσσης κ. Ραδινός, ἀριστερὰ τοῦ ὁ κ. Δεωνίδας βουλευτὴς Σπετσῶν. Ἀρχίζει ἡ ἀνάγνωσις τοῦ καταλόγου παρὰ τοῦ κ. Ραδινοῦ, εἰσέρχονται δὲ ἕνας-ἕνας οἱ βουλευταί. Ἐν τῷ μεταξὺ φθάνει ὁ Σεβασμιώτατος Μητροπολίτης κ. Προκόπιος μετὰ τοῦ Γραμματέως τῆς Ἱερᾶς Συνόδου κ. Γαββαδᾶ. Πρῶτον ὄνομα ἀναγινώσκεται τοῦ κ. Πεταλᾶ. Ὁ κ. βουλευτὴς εἶνε παρὼν κατέχων τὴν συνήθη θέσιν του εἰς τὸ ἄκρον τῆς ἀριστερᾶς παρὰ τὸν διάδρομον. Εὐρίσκονται παρόντες 59 βουλευταὶ καὶ μετὰ τὴν ἐκφώνησιν τοῦ τελευταίου ὀνόματος τοῦ κ. Κανάρη ἀδελφάτοι ὁ ἀγιασμὸς χοροστατοῦντος τοῦ Σ. Μητροπολίτου. [59,125,377,474]
ad-headline: ΠΑΠΑΔΟΠΟΥΛΟΣ [1347,1675,1495,1691]
byline: ΤΗΛΕΓΡΑΦΗΜΑ ΤΟΥ "ΣΚΡΙΠ,, [127,1111,314,1125]
paragraph: ΠΑΡΙΣΙΟΙ, 30 Ὀκτωβρίου (Δι' ἐμμέσου ὁδοῦ). Τὸ Σάββατον ἄρχεται ἡ δίκη τοῦ Σάλσων, τοῦ ἀποπειραθέντος νὰ φονεύσῃ τὸν Σάχην. Ὁ Σάλσων ἐβασανίσθη ἐκ τῆς καταθέσεως του ἐν τῇ ἀνακρίσει καὶ ἐδήλωσεν ὅτι ἐπῆλθε εἰς τὴν ἐφημερίδα «Ἀδείλλικον» καὶ «Ἐλεύθερον Λόγον». [1094,899,1317,1008]
paragraph: Ἠγγέλθη χθὲς τηλεγραφικῶς ἐκ Βουκουρεστίου, ὅτι εἰς τὸν λιμένα τῆς Κωνστάντσας ἐναυάγησε τὸ Ἑλληνικὸν ἀτμόπλοιον «Φιλάρεσον». Τὸ πλήρωμα τοῦ ἔσωσε ἐσώθη. [1333,471,1509,547]
paragraph: Δώδεκα ἐν ὅλῳ ἕδραι τοῦ Πανεπιστημίου παραμένουσι κεναὶ καὶ δὲν φαίνεται ὅτι ἀπεφασίσθη ἀκόμη εἰς τὸ Ὑπουργεῖον νὰ ζητήσῃ τὴν συμπλήρωσιν ἢ μόνον δύο ἐξ αὐτῶν, διότι κατὰ τὸν Νόμον εἶνε ὡρισμένος ὁ ἀριθμὸς τῶν ἑδρῶν. [755,637,1078,728]
paragraph: διακόνους των καὶ τοὺς ἱερεῖς των καὶ κατελαμβάνουν τὰς ὑποψηφιακὰς ἕδρας. Ὅλοι εἶνε ὀκτώ, κάποιος δὲ λέγει: [59,59,377,104]
section-heading: Ἄλλαι πληροφορίαι [1354,260,1488,273]
paragraph: Ἡ δίκη τοῦ κ. Νομάρχου κ. Λαδοπούλου ἐπερατώθη τὴν μεσημβρίαν. Ὁ κ. Λαδόπουλος ἐκηρύχθη ἔνοχος δωροληψίας παρὰ τοῦ κυφιοῦ του καὶ διὰ τὰς ἄλλας πράξεις, αἵτινες δὲ τῆς σχετικῆς δικογραφίας τοῦ τέως δημάρχου Αἰγίου κ. Πετροπούλου. Τὸ Δικαστήριον ἐπέβαλεν αὐτῷ ποινὴν ἐξ μηνῶν φυλακίσεως καὶ διετῆ ἔκπτωσιν ἐκ παντὸς ἀξιώματος τοῦ δημοσίου ὡς καὶ τὴν στέρησιν τῆς δικαιώματος τῆς ἀναλήψεως δημοσίας ὑπηρεσίας. [1094,573,1317,765]
column-rule [745,59,746,2332]
headline: ΚΑΤΑΔΙΚΗ ΛΑΘΟΠΟΙΟΥ [1096,522,1315,540]
paragraph: ΠΑΡΙΣΙΟΙ, 30 Ὀκτωβρίου (Ἐθνικὸν Πρακτορεῖον). Τηλεγράφημα ἐκ τῆς Γιάλτας ἀγγέλλει ὅτι ὁ Τσάρος ἀσθενεῖ ἐκ ἰνφλουενζας. [402,1253,735,1300]
ad-line: Παρὰ τὴν Πλατεῖαν τοῦ Συντάγματος [1346,1237,1496,1262]
